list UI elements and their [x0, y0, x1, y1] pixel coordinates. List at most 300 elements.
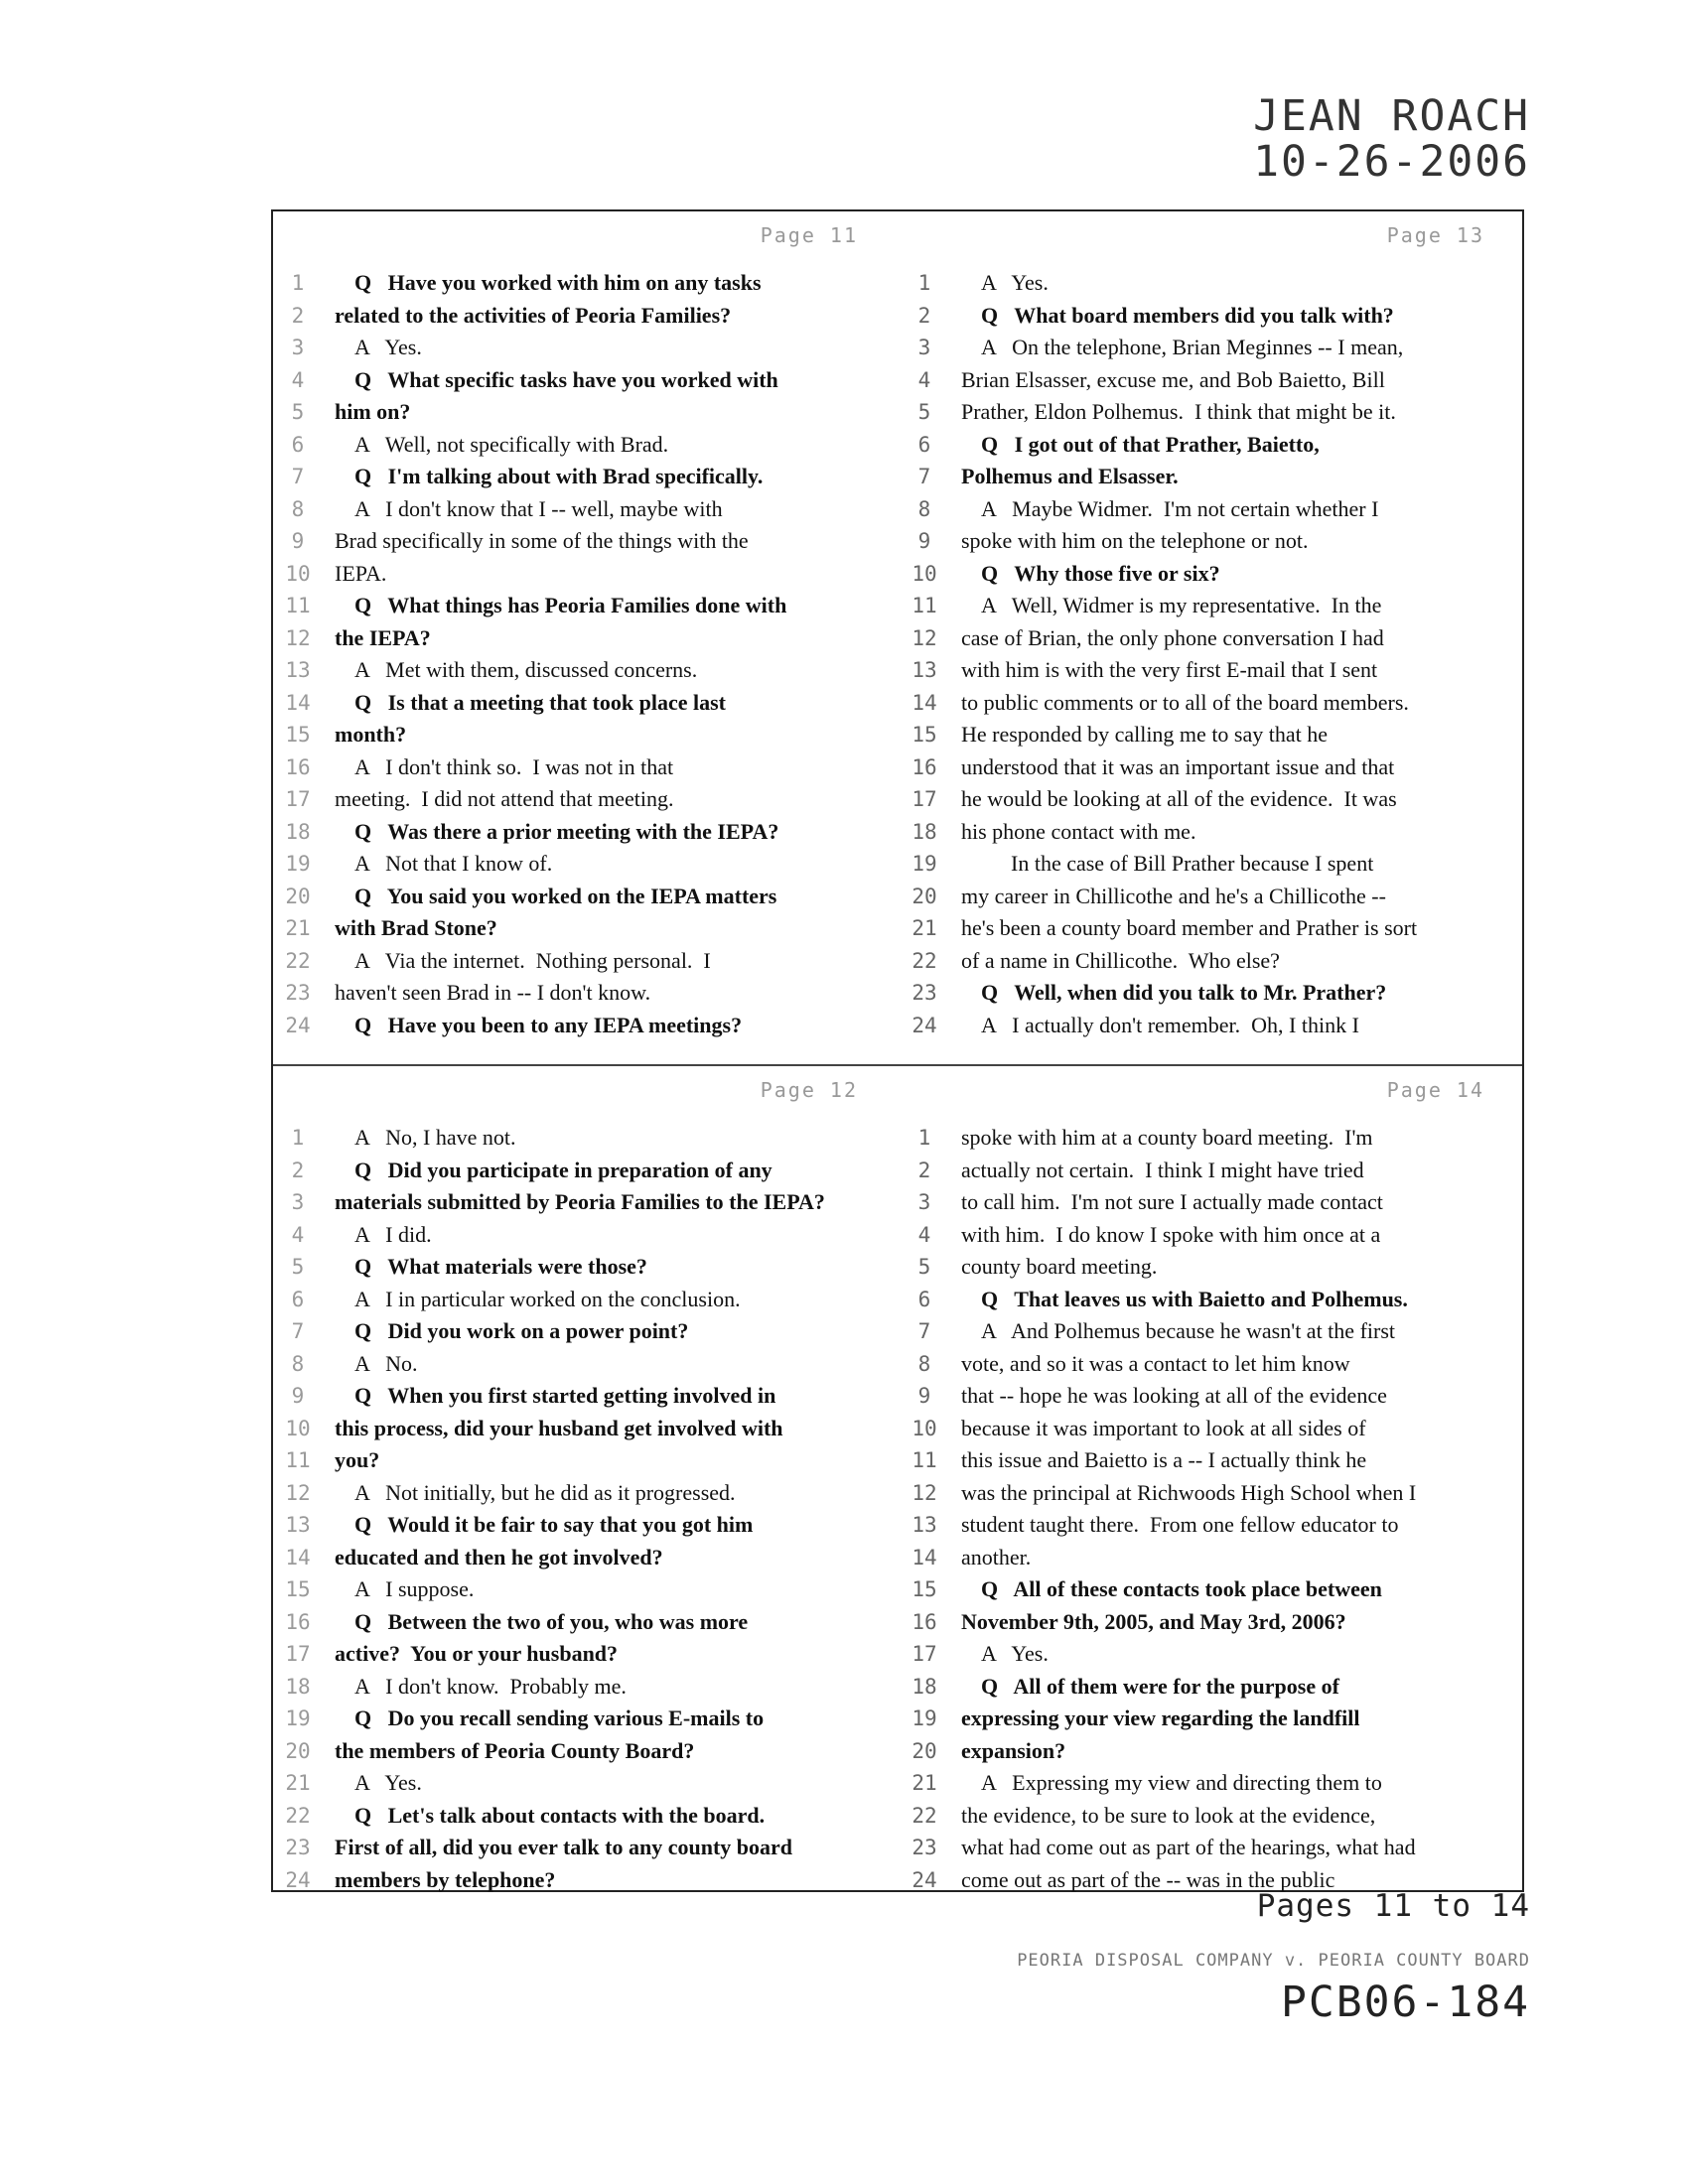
line-text: my career in Chillicothe and he's a Chillicothe --: [961, 883, 1386, 908]
transcript-line: [273, 1477, 898, 1510]
line-text: Polhemus and Elsasser.: [961, 464, 1179, 488]
transcript-line: [900, 1284, 1524, 1316]
line-number: 23: [912, 1836, 937, 1859]
case-number: PCB06-184: [1281, 1978, 1530, 2027]
line-number: 7: [291, 465, 305, 488]
witness-name: JEAN ROACH: [1253, 91, 1530, 141]
transcript-line: [900, 1767, 1524, 1800]
line-text: A And Polhemus because he wasn't at the first: [981, 1318, 1396, 1343]
transcript-line: [273, 1413, 898, 1445]
line-number: 10: [285, 561, 311, 586]
transcript-line: [900, 493, 1524, 526]
line-number: 17: [912, 787, 937, 811]
transcript-lines: [900, 1122, 1524, 1896]
transcript-line: [273, 977, 898, 1010]
transcript-line: [273, 1800, 898, 1833]
transcript-line: [900, 1703, 1524, 1735]
transcript-line: [900, 1413, 1524, 1445]
line-text: another.: [961, 1544, 1032, 1570]
line-number: 7: [291, 1319, 305, 1343]
transcript-line: [900, 1606, 1524, 1639]
line-number: 3: [291, 336, 305, 359]
transcript-line: [900, 1735, 1524, 1768]
transcript-line: [273, 1122, 898, 1155]
line-number: 3: [917, 1190, 931, 1214]
line-text: because it was important to look at all sides of: [961, 1415, 1366, 1440]
line-number: 20: [912, 884, 937, 908]
line-number: 7: [917, 1319, 931, 1343]
line-text: Q Why those five or six?: [981, 560, 1220, 586]
line-text: Q Did you work on a power point?: [354, 1318, 689, 1343]
transcript-line: [900, 1444, 1524, 1477]
line-number: 2: [917, 303, 931, 328]
line-number: 16: [285, 1609, 311, 1634]
line-number: 4: [291, 367, 305, 392]
line-text: related to the activities of Peoria Families?: [335, 302, 732, 328]
line-number: 11: [912, 594, 937, 617]
line-text: November 9th, 2005, and May 3rd, 2006?: [961, 1608, 1346, 1634]
line-number: 18: [912, 1674, 937, 1699]
line-text: student taught there. From one fellow educator to: [961, 1512, 1399, 1537]
transcript-line: [900, 396, 1524, 429]
line-number: 10: [912, 1416, 937, 1440]
line-number: 23: [285, 981, 311, 1005]
line-number: 16: [285, 754, 311, 779]
transcript-line: [900, 332, 1524, 364]
line-text: Q All of them were for the purpose of: [981, 1673, 1339, 1699]
transcript-line: [900, 1380, 1524, 1413]
line-text: Q I got out of that Prather, Baietto,: [981, 431, 1320, 457]
line-text: understood that it was an important issue and that: [961, 753, 1395, 779]
transcript-page-14: [900, 1066, 1524, 1917]
transcript-line: [273, 1606, 898, 1639]
line-number: 8: [291, 1351, 305, 1376]
line-number: 6: [917, 432, 931, 457]
line-text: A On the telephone, Brian Meginnes -- I mean,: [981, 335, 1404, 359]
transcript-line: [273, 1284, 898, 1316]
transcript-line: [900, 751, 1524, 784]
line-text: Q You said you worked on the IEPA matters: [354, 883, 777, 908]
line-text: A I don't know. Probably me.: [354, 1673, 627, 1699]
line-number: 17: [285, 787, 311, 811]
line-number: 21: [285, 916, 311, 940]
line-number: 19: [912, 1706, 937, 1730]
line-text: Q What specific tasks have you worked with: [354, 366, 778, 392]
transcript-line: [273, 1573, 898, 1606]
line-number: 5: [291, 1255, 305, 1279]
line-number: 19: [285, 852, 311, 876]
transcript-line: [900, 654, 1524, 687]
line-text: with him. I do know I spoke with him once at a: [961, 1221, 1381, 1247]
line-text: his phone contact with me.: [961, 818, 1196, 844]
page-range: Pages 11 to 14: [1256, 1888, 1530, 1924]
line-text: Q I'm talking about with Brad specifically.: [354, 464, 764, 488]
line-text: expansion?: [961, 1737, 1066, 1763]
transcript-line: [900, 816, 1524, 849]
line-number: 16: [912, 1609, 937, 1634]
transcript-line: [900, 1638, 1524, 1671]
line-text: A Via the internet. Nothing personal. I: [354, 947, 711, 973]
transcript-line: [273, 654, 898, 687]
transcript-line: [900, 364, 1524, 397]
transcript-line: [273, 1542, 898, 1574]
transcript-line: [273, 590, 898, 622]
transcript-line: [900, 1122, 1524, 1155]
line-text: Brian Elsasser, excuse me, and Bob Baietto, Bill: [961, 366, 1385, 392]
line-number: 2: [291, 1158, 305, 1182]
line-text: Q What board members did you talk with?: [981, 302, 1394, 328]
line-text: First of all, did you ever talk to any county board: [335, 1835, 793, 1859]
transcript-page-13: [900, 211, 1524, 1062]
transcript-line: [273, 1380, 898, 1413]
line-number: 5: [917, 400, 931, 424]
line-text: A Not that I know of.: [354, 851, 553, 876]
line-text: A No.: [354, 1350, 418, 1376]
line-text: Q Do you recall sending various E-mails to: [354, 1706, 765, 1730]
line-text: spoke with him on the telephone or not.: [961, 528, 1309, 553]
line-text: with Brad Stone?: [335, 915, 497, 940]
line-text: to call him. I'm not sure I actually made contact: [961, 1189, 1383, 1214]
transcript-line: [273, 687, 898, 720]
line-text: A Met with them, discussed concerns.: [354, 657, 698, 682]
line-number: 6: [917, 1287, 931, 1311]
transcript-line: [900, 300, 1524, 333]
line-text: materials submitted by Peoria Families to the IEPA?: [335, 1189, 825, 1214]
line-text: members by telephone?: [335, 1866, 556, 1892]
transcript-lines: [273, 1122, 898, 1896]
line-text: Q What things has Peoria Families done with: [354, 593, 787, 617]
line-text: Q What materials were those?: [354, 1254, 647, 1279]
transcript-line: [900, 1315, 1524, 1348]
line-number: 13: [912, 1513, 937, 1537]
line-number: 15: [912, 1577, 937, 1601]
line-number: 22: [285, 948, 311, 973]
line-text: spoke with him at a county board meeting. I'm: [961, 1125, 1373, 1150]
line-text: active? You or your husband?: [335, 1641, 619, 1666]
line-text: Q When you first started getting involved in: [354, 1383, 776, 1408]
line-text: Q Would it be fair to say that you got him: [354, 1512, 754, 1537]
line-number: 22: [912, 948, 937, 973]
line-text: case of Brian, the only phone conversation I had: [961, 624, 1384, 650]
line-number: 21: [912, 1771, 937, 1795]
line-text: Brad specifically in some of the things with the: [335, 528, 749, 553]
page-label: Page 13: [1386, 223, 1484, 247]
line-text: you?: [335, 1447, 380, 1472]
line-number: 17: [912, 1642, 937, 1666]
line-text: A I don't think so. I was not in that: [354, 753, 674, 779]
line-number: 15: [285, 723, 311, 747]
line-number: 1: [917, 1126, 931, 1150]
line-text: Q Let's talk about contacts with the board.: [354, 1802, 766, 1828]
line-number: 2: [291, 303, 305, 328]
line-number: 14: [285, 1545, 311, 1570]
line-number: 22: [912, 1803, 937, 1828]
line-number: 9: [917, 529, 931, 553]
transcript-line: [900, 267, 1524, 300]
transcript-line: [273, 783, 898, 816]
line-number: 3: [917, 336, 931, 359]
line-text: actually not certain. I think I might have tried: [961, 1157, 1364, 1182]
transcript-line: [273, 912, 898, 945]
line-text: this process, did your husband get involved with: [335, 1415, 783, 1440]
line-text: come out as part of the -- was in the public: [961, 1866, 1335, 1892]
transcript-line: [273, 1155, 898, 1187]
line-number: 1: [917, 271, 931, 295]
transcript-line: [273, 558, 898, 591]
line-text: A I in particular worked on the conclusion.: [354, 1286, 741, 1311]
line-text: the evidence, to be sure to look at the evidence,: [961, 1802, 1376, 1828]
transcript-page-11: [273, 211, 898, 1062]
transcript-line: [900, 558, 1524, 591]
transcript-line: [273, 364, 898, 397]
transcript-line: [900, 1509, 1524, 1542]
transcript-line: [900, 1477, 1524, 1510]
line-text: He responded by calling me to say that he: [961, 722, 1329, 747]
transcript-line: [900, 590, 1524, 622]
line-text: A No, I have not.: [354, 1125, 516, 1150]
transcript-line: [900, 1832, 1524, 1864]
transcript-line: [273, 622, 898, 655]
line-text: A Yes.: [354, 1770, 422, 1795]
line-text: month?: [335, 722, 407, 747]
transcript-line: [900, 1348, 1524, 1381]
line-number: 13: [285, 658, 311, 682]
line-text: he would be looking at all of the evidence. It was: [961, 786, 1397, 811]
transcript-line: [900, 881, 1524, 913]
transcript-line: [273, 1219, 898, 1252]
line-text: Q Have you worked with him on any tasks: [354, 270, 762, 295]
line-text: was the principal at Richwoods High School when I: [961, 1479, 1417, 1505]
line-text: A Yes.: [981, 1641, 1049, 1666]
line-text: to public comments or to all of the board members.: [961, 689, 1409, 715]
line-text: IEPA.: [335, 560, 387, 586]
line-number: 24: [285, 1013, 311, 1037]
transcript-line: [273, 881, 898, 913]
line-text: Q Is that a meeting that took place last: [354, 689, 726, 715]
line-number: 21: [912, 916, 937, 940]
line-text: A I actually don't remember. Oh, I think I: [981, 1012, 1359, 1037]
transcript-line: [273, 300, 898, 333]
line-text: educated and then he got involved?: [335, 1544, 663, 1570]
transcript-line: [273, 1735, 898, 1768]
line-text: A Well, not specifically with Brad.: [354, 431, 669, 457]
line-number: 12: [912, 625, 937, 650]
transcript-line: [273, 1186, 898, 1219]
transcript-line: [273, 461, 898, 493]
transcript-line: [273, 1703, 898, 1735]
transcript-line: [273, 816, 898, 849]
transcript-line: [900, 719, 1524, 751]
transcript-line: [273, 1444, 898, 1477]
transcript-line: [900, 977, 1524, 1010]
line-number: 3: [291, 1190, 305, 1214]
line-number: 5: [917, 1255, 931, 1279]
line-number: 1: [291, 1126, 305, 1150]
line-number: 4: [917, 1222, 931, 1247]
page-label: Page 14: [1386, 1078, 1484, 1102]
line-number: 11: [912, 1448, 937, 1472]
transcript-line: [900, 429, 1524, 462]
line-number: 6: [291, 432, 305, 457]
line-text: haven't seen Brad in -- I don't know.: [335, 980, 651, 1005]
line-number: 11: [285, 594, 311, 617]
transcript-page-12: [273, 1066, 898, 1917]
transcript-lines: [900, 267, 1524, 1041]
line-number: 8: [291, 496, 305, 521]
transcript-line: [273, 332, 898, 364]
line-number: 8: [917, 496, 931, 521]
line-number: 24: [912, 1867, 937, 1892]
line-number: 9: [917, 1384, 931, 1408]
transcript-line: [900, 1251, 1524, 1284]
line-text: the members of Peoria County Board?: [335, 1737, 695, 1763]
transcript-line: [900, 525, 1524, 558]
line-number: 20: [285, 1738, 311, 1763]
line-text: A Not initially, but he did as it progressed.: [354, 1479, 736, 1505]
line-number: 10: [912, 561, 937, 586]
line-number: 15: [912, 723, 937, 747]
line-text: him on?: [335, 399, 411, 424]
line-number: 5: [291, 400, 305, 424]
line-number: 9: [291, 1384, 305, 1408]
line-text: Prather, Eldon Polhemus. I think that might be it.: [961, 399, 1396, 424]
line-number: 2: [917, 1158, 931, 1182]
line-number: 8: [917, 1351, 931, 1376]
transcript-line: [900, 1010, 1524, 1042]
line-number: 24: [285, 1867, 311, 1892]
case-caption: PEORIA DISPOSAL COMPANY v. PEORIA COUNTY BOARD: [1017, 1951, 1530, 1971]
line-number: 7: [917, 465, 931, 488]
line-number: 16: [912, 754, 937, 779]
transcript-line: [273, 1638, 898, 1671]
transcript-line: [273, 267, 898, 300]
line-number: 14: [912, 1545, 937, 1570]
line-text: A I suppose.: [354, 1576, 475, 1601]
line-number: 18: [912, 819, 937, 844]
deposition-date: 10-26-2006: [1253, 137, 1530, 187]
line-number: 18: [285, 1674, 311, 1699]
line-text: A Well, Widmer is my representative. In the: [981, 593, 1382, 617]
transcript-line: [900, 912, 1524, 945]
line-number: 19: [912, 852, 937, 876]
transcript-line: [273, 429, 898, 462]
transcript-line: [900, 687, 1524, 720]
transcript-line: [900, 848, 1524, 881]
transcript-line: [273, 525, 898, 558]
transcript-line: [273, 848, 898, 881]
transcript-line: [900, 622, 1524, 655]
transcript-line: [273, 1671, 898, 1704]
line-number: 12: [912, 1480, 937, 1505]
line-text: A Maybe Widmer. I'm not certain whether I: [981, 495, 1379, 521]
line-number: 1: [291, 271, 305, 295]
line-text: A Yes.: [981, 270, 1049, 295]
page-label: Page 11: [760, 223, 858, 247]
line-text: Q That leaves us with Baietto and Polhemus.: [981, 1286, 1408, 1311]
line-text: In the case of Bill Prather because I spent: [1011, 851, 1374, 876]
line-number: 20: [912, 1738, 937, 1763]
line-text: Q Did you participate in preparation of any: [354, 1157, 772, 1182]
transcript-line: [273, 1509, 898, 1542]
line-number: 10: [285, 1416, 311, 1440]
transcript-line: [900, 783, 1524, 816]
transcript-line: [273, 1767, 898, 1800]
line-number: 9: [291, 529, 305, 553]
transcript-line: [900, 945, 1524, 978]
line-number: 13: [285, 1513, 311, 1537]
transcript-line: [900, 1800, 1524, 1833]
line-number: 6: [291, 1287, 305, 1311]
line-text: Q All of these contacts took place between: [981, 1576, 1382, 1601]
transcript-line: [273, 1251, 898, 1284]
line-number: 18: [285, 819, 311, 844]
line-number: 12: [285, 625, 311, 650]
line-text: Q Well, when did you talk to Mr. Prather?: [981, 980, 1387, 1005]
line-text: with him is with the very first E-mail that I sent: [961, 657, 1378, 682]
line-number: 23: [285, 1836, 311, 1859]
transcript-line: [273, 1864, 898, 1897]
line-number: 4: [917, 367, 931, 392]
line-number: 15: [285, 1577, 311, 1601]
line-text: of a name in Chillicothe. Who else?: [961, 947, 1280, 973]
line-text: A Yes.: [354, 335, 422, 359]
transcript-line: [273, 1315, 898, 1348]
line-text: A I don't know that I -- well, maybe with: [354, 495, 723, 521]
transcript-line: [273, 945, 898, 978]
line-number: 14: [285, 690, 311, 715]
transcript-line: [900, 1219, 1524, 1252]
line-text: Q Between the two of you, who was more: [354, 1608, 749, 1634]
transcript-line: [273, 751, 898, 784]
line-number: 22: [285, 1803, 311, 1828]
line-number: 14: [912, 690, 937, 715]
line-text: he's been a county board member and Prather is sort: [961, 915, 1418, 940]
line-number: 4: [291, 1222, 305, 1247]
transcript-frame: [271, 209, 1524, 1892]
line-number: 23: [912, 981, 937, 1005]
line-number: 11: [285, 1448, 311, 1472]
line-text: meeting. I did not attend that meeting.: [335, 786, 674, 811]
line-text: Q Was there a prior meeting with the IEPA?: [354, 818, 779, 844]
line-text: A I did.: [354, 1221, 432, 1247]
transcript-line: [273, 719, 898, 751]
page-label: Page 12: [760, 1078, 858, 1102]
transcript-line: [273, 1348, 898, 1381]
line-text: what had come out as part of the hearings, what had: [961, 1835, 1416, 1859]
transcript-lines: [273, 267, 898, 1041]
line-number: 21: [285, 1771, 311, 1795]
transcript-line: [900, 1542, 1524, 1574]
transcript-line: [900, 1155, 1524, 1187]
line-number: 17: [285, 1642, 311, 1666]
transcript-line: [900, 1671, 1524, 1704]
line-text: this issue and Baietto is a -- I actually think he: [961, 1447, 1367, 1472]
line-text: Q Have you been to any IEPA meetings?: [354, 1012, 743, 1037]
line-number: 13: [912, 658, 937, 682]
transcript-line: [273, 396, 898, 429]
line-text: expressing your view regarding the landfill: [961, 1706, 1360, 1730]
line-number: 24: [912, 1013, 937, 1037]
line-text: that -- hope he was looking at all of the evidence: [961, 1383, 1387, 1408]
transcript-line: [273, 1832, 898, 1864]
line-number: 19: [285, 1706, 311, 1730]
transcript-line: [900, 1573, 1524, 1606]
line-number: 12: [285, 1480, 311, 1505]
line-text: vote, and so it was a contact to let him know: [961, 1350, 1350, 1376]
transcript-line: [273, 1010, 898, 1042]
line-text: county board meeting.: [961, 1254, 1158, 1279]
line-text: A Expressing my view and directing them to: [981, 1770, 1382, 1795]
